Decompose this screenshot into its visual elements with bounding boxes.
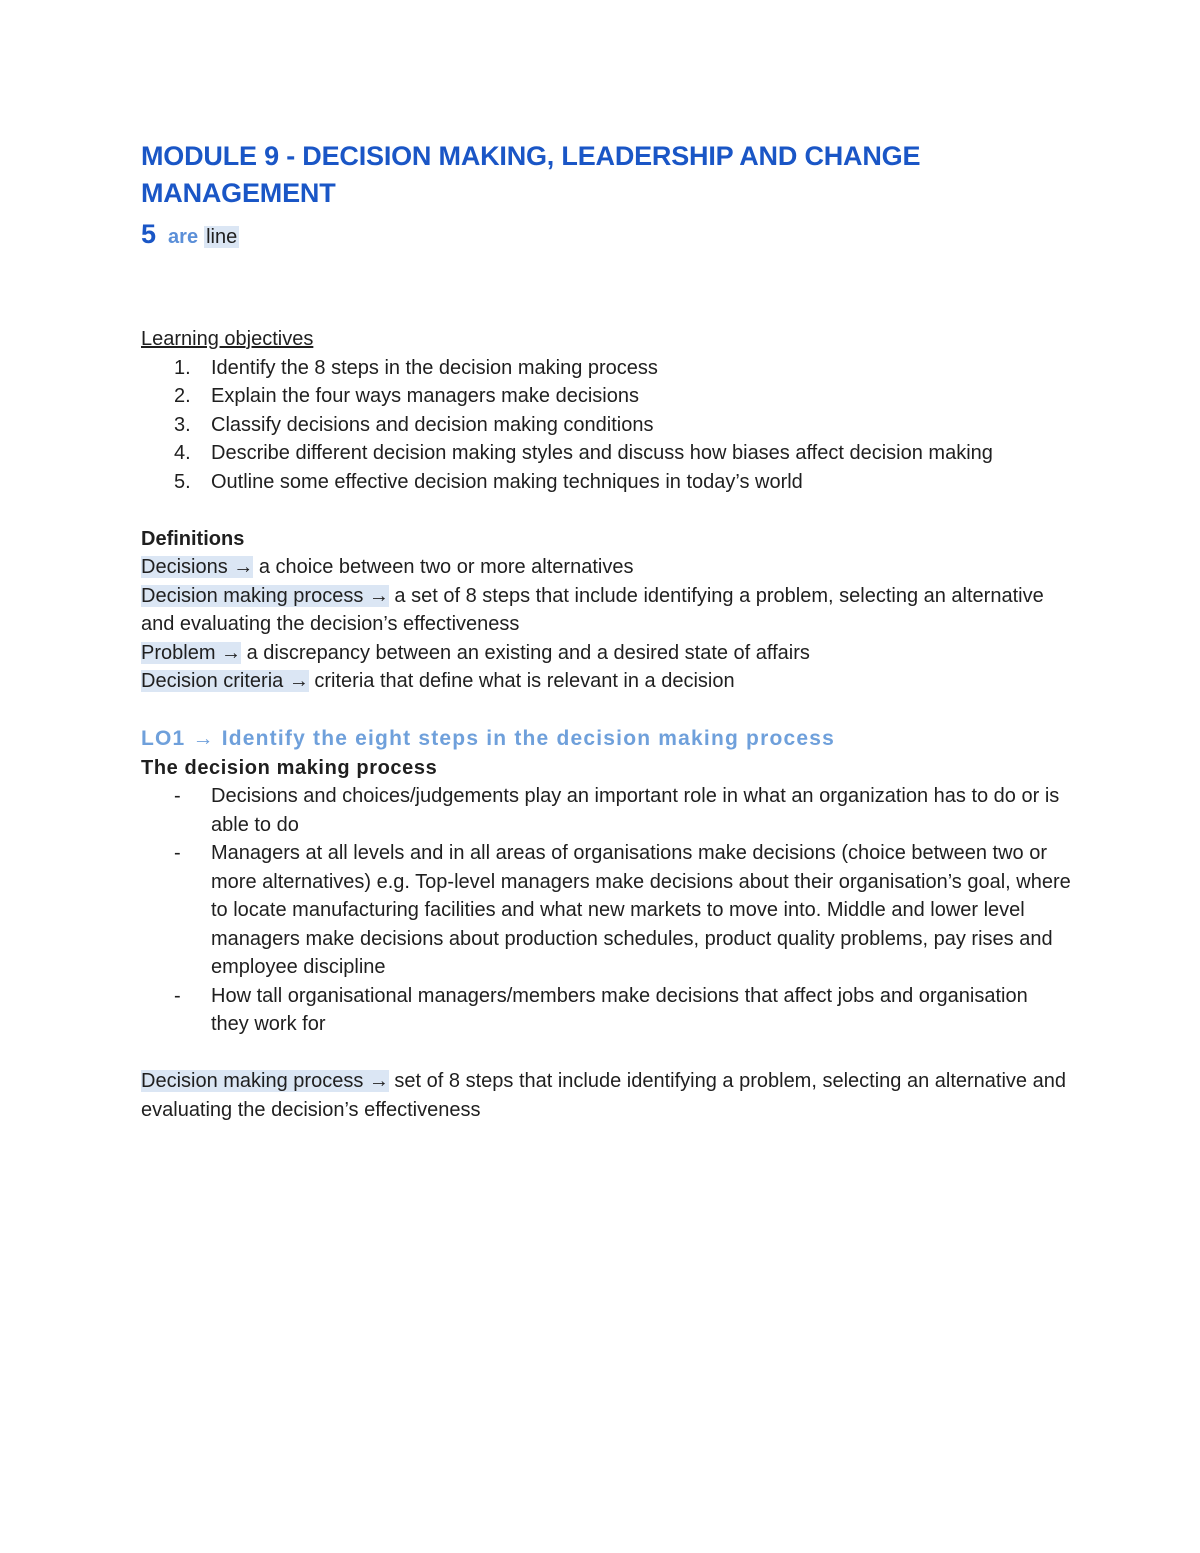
list-text: Describe different decision making styles and discuss how biases affect decision making xyxy=(211,442,993,464)
definition-item xyxy=(141,667,1071,696)
list-text: Decisions and choices/judgements play an important role in what an organization has to do or is able to do xyxy=(211,785,1060,836)
definition-item xyxy=(141,639,1071,668)
learning-objectives-label: Learning objectives xyxy=(141,328,314,350)
list-item xyxy=(141,468,1071,497)
definition-term: Decision making process → xyxy=(141,584,389,607)
process-bullet-list xyxy=(141,782,1071,1039)
list-text: Identify the 8 steps in the decision making process xyxy=(211,356,658,379)
definition-term: Decision making process → xyxy=(141,1070,389,1092)
definition-item xyxy=(141,553,1071,582)
list-number: 4. xyxy=(174,442,191,464)
list-text: How tall organisational managers/members make decisions that affect jobs and organisation they work for xyxy=(211,984,1028,1035)
page-title: MODULE 9 - DECISION MAKING, LEADERSHIP AND CHANGE MANAGEMENT xyxy=(141,141,921,208)
list-text: Classify decisions and decision making conditions xyxy=(211,413,654,436)
list-text: Explain the four ways managers make decisions xyxy=(211,385,639,407)
definition-term: Decision criteria → xyxy=(141,670,309,692)
subtitle xyxy=(141,214,1071,254)
list-text: Outline some effective decision making techniques in today’s world xyxy=(211,470,803,493)
subtitle-number: 5 xyxy=(141,219,157,249)
definition-term: Problem → xyxy=(141,641,242,664)
process-subheading: The decision making process xyxy=(141,756,438,779)
definitions-list xyxy=(141,553,1071,696)
document-page xyxy=(141,138,1071,1124)
list-item xyxy=(141,411,1071,440)
definition-text: set of 8 steps that include identifying a problem, selecting an alternative and evaluating the decision’s effectiveness xyxy=(141,1070,1066,1121)
definition-term: Decisions → xyxy=(141,556,254,578)
list-item xyxy=(141,982,1071,1039)
definition-item xyxy=(141,582,1071,639)
list-item xyxy=(141,839,1071,982)
list-number: 3. xyxy=(174,413,191,436)
list-number: 5. xyxy=(174,470,191,493)
list-item xyxy=(141,382,1071,411)
list-item xyxy=(141,354,1071,383)
dash-bullet: - xyxy=(174,785,181,807)
list-item xyxy=(141,782,1071,839)
lo1-heading: LO1 → Identify the eight steps in the decision making process xyxy=(141,726,835,750)
definition-text: criteria that define what is relevant in a decision xyxy=(308,670,735,692)
definition-text: a discrepancy between an existing and a desired state of affairs xyxy=(241,641,810,664)
subtitle-highlight: line xyxy=(206,226,238,248)
subtitle-word: are xyxy=(168,226,199,248)
list-text: Managers at all levels and in all areas of organisations make decisions (choice between two or more alternatives) e.g. Top-level managers make decisions about their organisation’s goal, where to locate manufacturing facilities and what new markets to move into. Middle and lower level managers make decisions about production schedules, product quality problems, pay rises and employee discipline xyxy=(211,842,1071,978)
list-item xyxy=(141,439,1071,468)
learning-objectives-list xyxy=(141,354,1071,497)
list-number: 1. xyxy=(174,356,191,379)
definitions-heading: Definitions xyxy=(141,527,245,550)
definition-text: a set of 8 steps that include identifying a problem, selecting an alternative and evaluating the decision’s effectiveness xyxy=(141,584,1044,635)
definition-text: a choice between two or more alternatives xyxy=(253,556,634,578)
list-number: 2. xyxy=(174,385,191,407)
final-definition xyxy=(141,1067,1071,1124)
dash-bullet: - xyxy=(174,984,181,1007)
dash-bullet: - xyxy=(174,842,181,864)
